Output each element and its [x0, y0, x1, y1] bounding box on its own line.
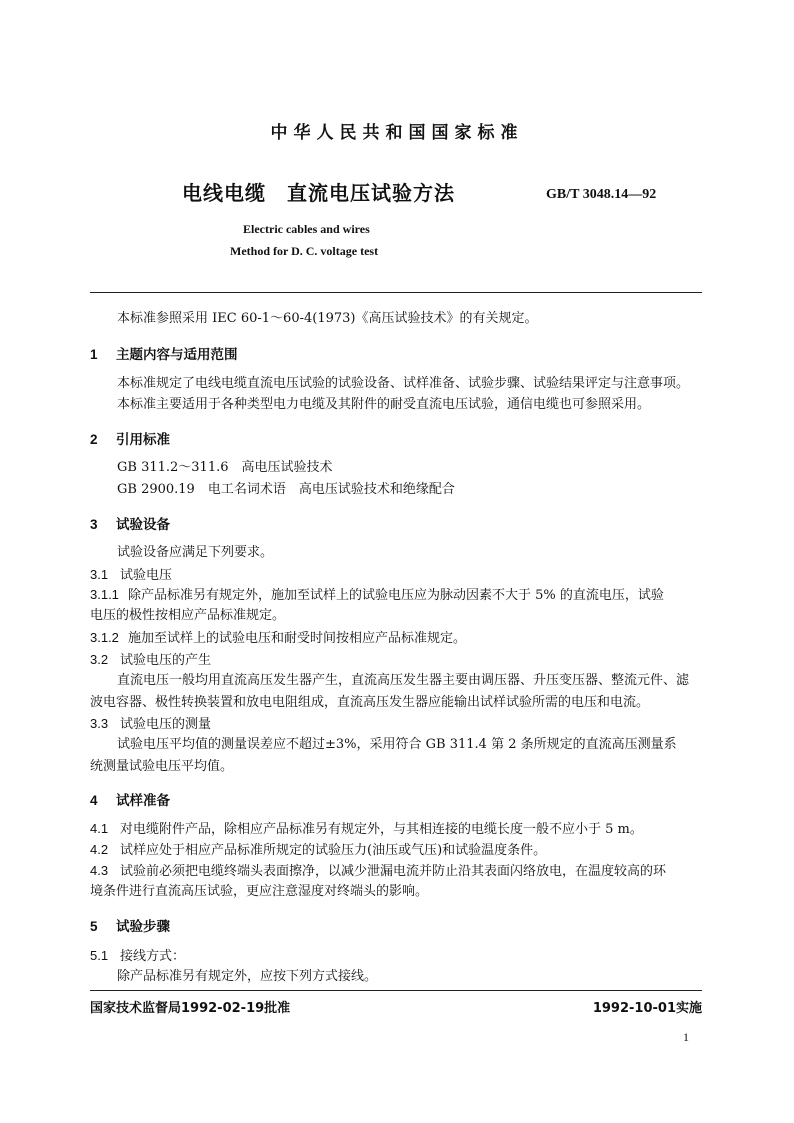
- section-title: 试样准备: [116, 793, 170, 809]
- section-1-paragraph-2: 本标准主要适用于各种类型电力电缆及其附件的耐受直流电压试验，通信电缆也可参照采用。: [117, 397, 651, 412]
- section-title: 主题内容与适用范围: [116, 347, 238, 363]
- clause-number: 4.1: [90, 821, 109, 836]
- clause-3-1-1-continuation: 电压的极性按相应产品标准规定。: [90, 608, 286, 623]
- national-standard-title: 中华人民共和国国家标准: [270, 123, 524, 143]
- clause-number: 4.2: [90, 842, 109, 857]
- clause-number: 3.1.1: [90, 587, 119, 602]
- english-title-line-1: Electric cables and wires: [243, 222, 370, 236]
- section-4-heading: [90, 789, 170, 809]
- clause-number: 3.2: [90, 652, 109, 667]
- clause-4-1: [90, 819, 643, 840]
- standard-code-text: GB/T 3048.14—92: [546, 187, 657, 202]
- header-divider: [90, 292, 702, 293]
- clause-4-3: [90, 861, 666, 882]
- clause-number: 3.3: [90, 716, 109, 731]
- clause-3-1-1: [90, 585, 664, 606]
- clause-3-1: [90, 565, 172, 586]
- footer-divider: [90, 990, 702, 991]
- clause-number: 3.1.2: [90, 630, 119, 645]
- clause-3-2: [90, 650, 211, 671]
- approval-line: 国家技术监督局1992-02-19批准: [90, 1001, 291, 1016]
- section-1-heading: [90, 343, 238, 363]
- section-number: 1: [90, 347, 98, 362]
- section-number: 2: [90, 432, 98, 447]
- clause-3-3: [90, 714, 211, 735]
- clause-text: 试样应处于相应产品标准所规定的试验压力(油压或气压)和试验温度条件。: [120, 843, 547, 858]
- section-number: 5: [90, 919, 98, 934]
- intro-text: 本标准参照采用 IEC 60-1～60-4(1973)《高压试验技术》的有关规定。: [117, 311, 538, 326]
- clause-title: 试验电压的测量: [120, 717, 212, 732]
- clause-text: 对电缆附件产品，除相应产品标准另有规定外，与其相连接的电缆长度一般不应小于 5 m。: [120, 822, 643, 837]
- reference-2: GB 2900.19 电工名词术语 高电压试验技术和绝缘配合: [117, 482, 455, 497]
- page-number: 1: [683, 1030, 689, 1044]
- section-title: 试验设备: [116, 517, 170, 533]
- effective-date: 1992-10-01实施: [592, 1001, 702, 1016]
- section-title: 引用标准: [116, 432, 170, 448]
- clause-text: 试验前必须把电缆终端头表面擦净，以减少泄漏电流并防止沿其表面闪络放电，在温度较高的环: [120, 864, 667, 879]
- clause-title: 接线方式：: [120, 949, 186, 964]
- clause-5-1: [90, 946, 185, 967]
- clause-number: 4.3: [90, 863, 109, 878]
- clause-title: 试验电压的产生: [120, 653, 212, 668]
- clause-3-3-line-2: 统测量试验电压平均值。: [90, 759, 234, 774]
- clause-text: 除产品标准另有规定外，施加至试样上的试验电压应为脉动因素不大于 5% 的直流电压，试验: [128, 588, 664, 603]
- clause-3-2-line-2: 波电容器、极性转换装置和放电电阻组成，直流高压发生器应能输出试样试验所需的电压和电流。: [90, 695, 650, 710]
- clause-4-2: [90, 840, 546, 861]
- section-1-paragraph-1: 本标准规定了电线电缆直流电压试验的试验设备、试样准备、试验步骤、试验结果评定与注意事项。: [117, 376, 690, 391]
- clause-3-2-line-1: 直流电压一般均用直流高压发生器产生，直流高压发生器主要由调压器、升压变压器、整流元件、滤: [117, 673, 690, 688]
- clause-3-3-line-1: 试验电压平均值的测量误差应不超过±3%，采用符合 GB 311.4 第 2 条所规定的直流高压测量系: [117, 737, 677, 752]
- english-title-line-2: Method for D. C. voltage test: [230, 244, 379, 258]
- section-5-heading: [90, 915, 170, 935]
- section-3-heading: [90, 513, 170, 533]
- standard-code: [546, 186, 656, 203]
- section-title: 试验步骤: [116, 919, 170, 935]
- clause-number: 5.1: [90, 948, 109, 963]
- clause-3-1-2: [90, 628, 466, 649]
- clause-number: 3.1: [90, 567, 109, 582]
- clause-title: 试验电压: [120, 568, 173, 583]
- section-number: 3: [90, 517, 98, 532]
- clause-text: 施加至试样上的试验电压和耐受时间按相应产品标准规定。: [128, 631, 467, 646]
- section-2-heading: [90, 428, 170, 448]
- document-title: 电线电缆 直流电压试验方法: [182, 181, 455, 205]
- reference-1: GB 311.2～311.6 高电压试验技术: [117, 460, 333, 475]
- section-number: 4: [90, 793, 98, 808]
- section-3-intro: 试验设备应满足下列要求。: [117, 545, 274, 560]
- clause-4-3-continuation: 境条件进行直流高压试验，更应注意湿度对终端头的影响。: [90, 884, 429, 899]
- clause-5-1-text: 除产品标准另有规定外，应按下列方式接线。: [117, 969, 378, 984]
